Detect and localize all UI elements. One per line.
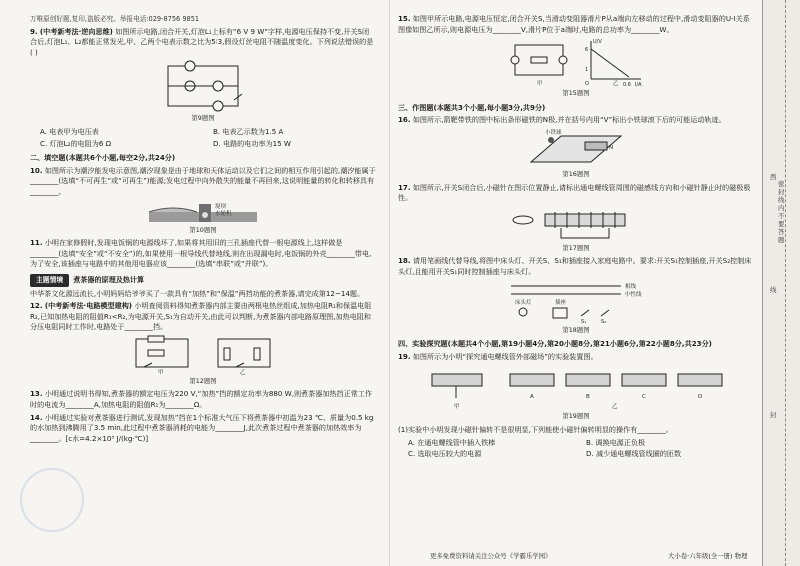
q17-number: 17.	[398, 182, 411, 192]
question-10	[30, 166, 376, 198]
q18-label-live: 相线	[625, 283, 637, 290]
q15-text: 如图甲所示电路,电源电压恒定,闭合开关S,当滑动变阻器滑片P从a端向左移动的过程中,滑动变阻器的U-I关系图像如图乙所示,则电源电压为________V,滑片P位于a端时,电路的总功率为________W。	[398, 14, 750, 34]
question-12	[30, 301, 376, 333]
q15-label-origin: O	[585, 81, 589, 88]
q12-text: 小明查阅资料得知煮茶器内部主要由两根电热丝组成,加热电阻R₁和保温电阻R₂,已知加热电阻的阻值R₁<R₂,为电源开关,S₁为自动开关,由此可以判断,为煮茶器内部电路原理图,加热电阻和分压电阻同时工作时,电路处于________挡。	[30, 301, 372, 332]
q17-text: 如图所示,开关S闭合后,小磁针在图示位置静止,请标出通电螺线管周围的磁感线方向和小磁针静止时的磁极极性。	[398, 182, 751, 203]
right-column	[390, 0, 762, 566]
q19-options	[408, 438, 754, 460]
q19-option-a[interactable]: A. 在通电螺线管中插入铁棒	[408, 437, 496, 447]
section-4-title: 四、实验探究题(本题共4个小题,第19小题4分,第20小题8分,第21小题6分,第22小题8分,共23分)	[398, 339, 712, 349]
q15-label-yi: 乙	[613, 81, 619, 88]
q18-label-s2: S₂	[601, 318, 607, 324]
q12-label-yi: 乙	[240, 369, 246, 375]
q9-option-d[interactable]: D. 电路的电功率为15 W	[213, 138, 291, 148]
q12-caption: 第12题图	[189, 376, 217, 385]
question-16	[398, 115, 754, 126]
topic-title: 煮茶器的原理及热计算	[73, 274, 145, 284]
watermark-stamp	[20, 468, 84, 532]
q14-number: 14.	[30, 412, 43, 422]
q18-figure	[501, 280, 651, 324]
q19-sub1: (1)实验中小明发现小磁针偏转不是很明显,下列能使小磁针偏转明显的操作有________。	[398, 424, 673, 434]
q15-label-6: 6	[585, 47, 589, 54]
header-note: 万唯原创好题,复印,盗版必究。举报电话:029-8756 9851	[30, 15, 200, 23]
binding-char-1: 西	[770, 173, 777, 181]
q16-label-n: N	[609, 144, 614, 151]
q19-text: 如图所示为小明“探究通电螺线管外部磁场”的实验装置图。	[412, 351, 598, 361]
question-19	[398, 352, 754, 363]
q19-label-yi: 乙	[612, 404, 618, 411]
q10-text: 如图所示为潮汐能发电示意图,潮汐现象是由于地球和天体运动以及它们之间的相互作用引起的,潮汐能属于________(选填“不可再生”或“可再生”)能源;发电过程中向外散失的能量不再回来,这说明能量的转化和转移具有________。	[30, 165, 376, 196]
q15-caption: 第15题图	[562, 89, 590, 98]
footer-right: 大小卷·六年级(全一册) 物理	[668, 552, 748, 560]
q9-bracket: ( )	[30, 47, 38, 57]
question-17	[398, 183, 754, 204]
q16-label-ball: 小铁球	[545, 129, 562, 136]
q17-figure	[501, 206, 651, 242]
question-11	[30, 238, 376, 270]
q18-label-neutral: 中性线	[625, 291, 642, 298]
q19-label-c: C	[642, 394, 646, 401]
q19-option-c[interactable]: C. 选取电压较大的电源	[408, 449, 482, 459]
section-2-title: 二、填空题(本题共6个小题,每空2分,共24分)	[30, 153, 176, 163]
question-13	[30, 389, 376, 410]
q18-number: 18.	[398, 256, 411, 266]
q10-label-turbine: 水轮机	[215, 210, 232, 217]
q16-caption: 第16题图	[562, 169, 590, 178]
question-18	[398, 256, 754, 277]
q19-number: 19.	[398, 351, 411, 361]
q15-label-uv: U/V	[593, 39, 602, 46]
q19-label-jia: 甲	[454, 404, 460, 411]
q9-text: 如图所示电路,闭合开关,灯泡L₁上标有“6 V 9 W”字样,电源电压保持不变,开关S闭合后,灯泡L₁、L₂都能正常发光,甲、乙两个电表示数之比为5∶3,假设灯丝电阻不随温度变化。下列说法错误的是	[30, 26, 374, 47]
q12-label-jia: 甲	[158, 369, 164, 375]
q9-number: 9.	[30, 26, 38, 36]
q12-tag: (中考新考法·电路模型建构)	[44, 301, 133, 311]
q9-caption: 第9题图	[191, 114, 215, 123]
q17-caption: 第17题图	[562, 243, 590, 252]
q9-tag: (中考新考法·逆向思维)	[39, 26, 113, 36]
q16-number: 16.	[398, 115, 411, 125]
binding-strip-text: 密封线内不要答题	[778, 180, 785, 244]
q16-figure	[521, 128, 631, 168]
binding-char-3: 封	[770, 411, 777, 419]
binding-dashed-line	[785, 0, 786, 566]
q14-text: 小明通过实验对煮茶器进行测试,发现加热”挡在1个标准大气压下将煮茶器中初温为23 ℃、质量为0.5 kg的水加热到沸腾用了3.5 min,此过程中煮茶器消耗的电能为________J,此次煮茶过程中煮茶器的加热效率为________。[c水=4.2×10³ J/(kg·℃)]	[30, 412, 374, 443]
q19-option-d[interactable]: D. 减少通电螺线管线圈的匝数	[586, 449, 682, 459]
topic-intro: 中华茶文化源远流长,小明妈妈给爷爷买了一款具有“加热”和“保温”两挡功能的煮茶器,请完成第12~14题。	[30, 288, 365, 298]
q15-label-jia: 甲	[537, 81, 543, 88]
q18-label-lamp: 床头灯	[515, 299, 532, 306]
q12-circuit-figures	[118, 335, 288, 375]
q10-caption: 第10题图	[189, 225, 217, 234]
q10-label-dam: 堤坝	[215, 203, 227, 210]
q15-label-ia: I/A	[635, 82, 642, 88]
q18-label-s1: S₁	[581, 318, 587, 324]
q13-text: 小明通过说明书得知,煮茶器的额定电压为220 V,“加热”挡的额定功率为880 W,则煮茶器加热挡正常工作时的电流为________A,加热电阻的阻值R₁为________Ω。	[30, 389, 372, 410]
q18-caption: 第18题图	[562, 325, 590, 334]
q15-label-1: 1	[585, 67, 589, 74]
topic-bar	[30, 274, 376, 287]
q19-figure	[426, 364, 726, 410]
q9-option-b[interactable]: B. 电表乙示数为1.5 A	[213, 126, 284, 136]
q12-number: 12.	[30, 301, 43, 311]
left-column	[0, 0, 388, 566]
binding-char-2: 线	[770, 286, 777, 294]
question-9	[30, 27, 376, 59]
q19-caption: 第19题图	[562, 412, 590, 421]
q11-text: 小明在家修假时,发现电饭锅的电源线坏了,如果将其用旧的三孔插座代替一根电源线上,这样做是________(选填“安全”或“不安全”)的,如果使用一根导线代替地线,则在出现漏电时,电饭锅的外壳________带电,为了安全,该插座与电路中的其他用电器应该________(选填“串联”或“并联”)。	[30, 238, 372, 269]
q15-number: 15.	[398, 14, 411, 23]
section-3-title: 三、作图题(本题共3个小题,每小题3分,共9分)	[398, 102, 546, 112]
q19-option-b[interactable]: B. 调换电源正负极	[586, 437, 646, 447]
q9-option-c[interactable]: C. 灯泡L₂的电阻为6 Ω	[40, 138, 112, 148]
q10-tidal-figure	[143, 200, 263, 224]
q10-number: 10.	[30, 165, 43, 175]
q15-figures	[501, 37, 651, 87]
footer-left: 更多免费资料请关注公众号《学霸乐学园》	[430, 552, 552, 560]
q11-number: 11.	[30, 238, 43, 248]
q9-option-a[interactable]: A. 电表甲为电压表	[40, 126, 99, 136]
q16-text: 如图所示,箭靶带铁的图中标出条形磁铁的N极,并在括号内用“V”标出小铁球滚下后的可能运动轨迹。	[412, 115, 726, 125]
q19-label-a: A	[530, 394, 534, 401]
question-15	[398, 14, 754, 35]
binding-strip	[762, 0, 800, 566]
q19-label-b: B	[586, 394, 590, 401]
q9-circuit-figure	[148, 60, 258, 112]
question-14	[30, 413, 376, 445]
q19-label-d: D	[698, 394, 703, 401]
q13-number: 13.	[30, 389, 43, 399]
q18-text: 请用笔画线代替导线,将图中床头灯、开关S、S₁和插座接入家庭电路中。要求:开关S₁控制插座,开关S₂控制床头灯,且能用开关S₁同时控制插座与床头灯。	[398, 256, 752, 276]
q15-label-06: 0.6	[623, 82, 631, 88]
q18-label-socket: 插座	[555, 299, 567, 306]
q9-options	[40, 127, 376, 149]
topic-pill: 主题情境	[30, 274, 69, 287]
